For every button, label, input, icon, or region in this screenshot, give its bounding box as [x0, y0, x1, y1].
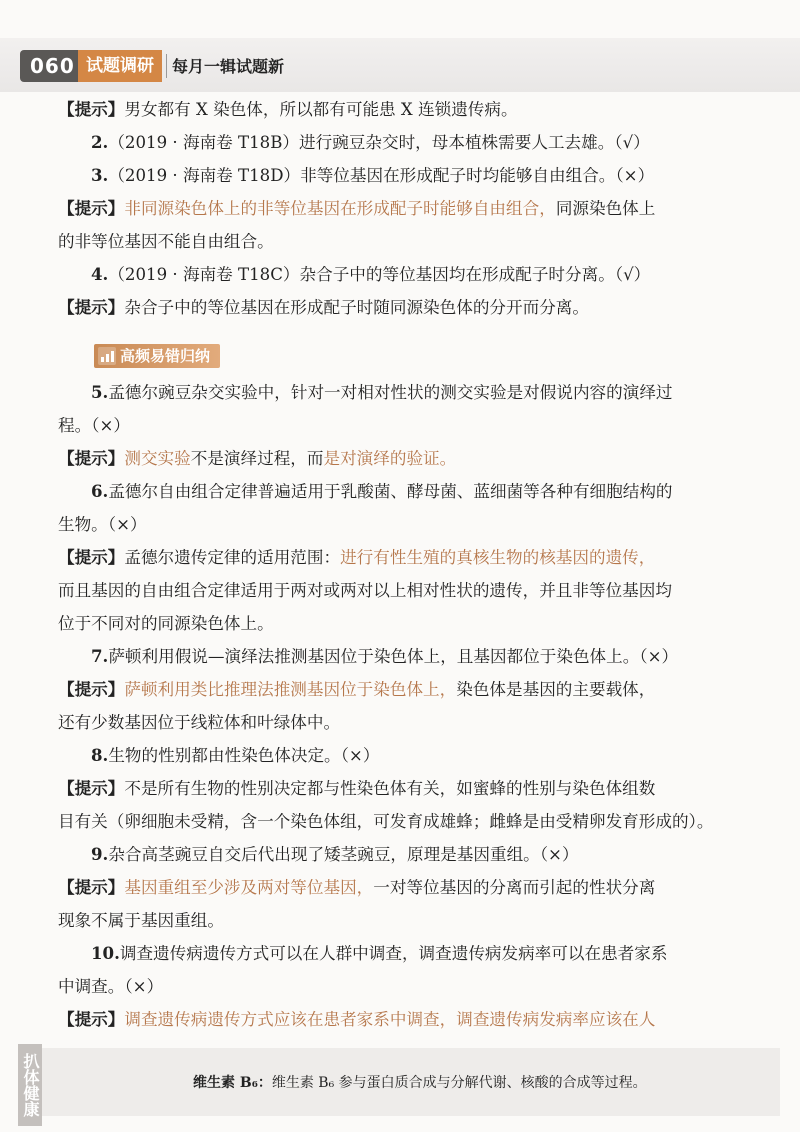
question-number: 5.: [91, 382, 109, 402]
question-number: 10.: [91, 943, 120, 963]
hint-label: 【提示】: [58, 877, 125, 897]
hint-highlight: 基因重组至少涉及两对等位基因，: [124, 878, 374, 897]
hint-highlight: 萨顿利用类比推理法推测基因位于染色体上，: [124, 680, 457, 699]
question-text: （2019 · 海南卷 T18B）进行豌豆杂交时，母本植株需要人工去雄。（√）: [108, 133, 650, 152]
hint-line-cont: 而且基因的自由组合定律适用于两对或两对以上相对性状的遗传，并且非等位基因均: [58, 581, 672, 600]
question-text: 萨顿利用假说—演绎法推测基因位于染色体上，且基因都位于染色体上。（×）: [108, 647, 679, 666]
hint-text: 杂合子中的等位基因在形成配子时随同源染色体的分开而分离。: [124, 298, 589, 317]
hint-label: 【提示】: [58, 547, 125, 567]
hint-text: 不是演绎过程，而: [190, 449, 324, 468]
page-number: 060: [30, 54, 75, 78]
hint-label: 【提示】: [58, 778, 125, 798]
hint-line: [58, 673, 748, 706]
hint-line: [58, 192, 748, 225]
hint-text: 一对等位基因的分离而引起的性状分离: [373, 878, 656, 897]
question-9: [58, 838, 748, 871]
header-divider: [166, 54, 167, 78]
question-4: [58, 258, 748, 291]
hint-text: 男女都有 X 染色体，所以都有可能患 X 连锁遗传病。: [124, 100, 518, 119]
question-number: 4.: [91, 264, 109, 284]
chart-trend-icon: [98, 347, 116, 365]
question-2: [58, 126, 748, 159]
section-heading: [94, 344, 220, 368]
question-text: （2019 · 海南卷 T18D）非等位基因在形成配子时均能够自由组合。（×）: [108, 166, 655, 185]
hint-line-cont: 现象不属于基因重组。: [58, 911, 224, 930]
question-number: 7.: [91, 646, 109, 666]
question-7: [58, 640, 748, 673]
hint-line: [58, 541, 748, 574]
hint-label: 【提示】: [58, 679, 125, 699]
question-cont: 程。（×）: [58, 416, 130, 435]
question-text: 生物的性别都由性染色体决定。（×）: [108, 746, 380, 765]
question-6: [58, 475, 748, 508]
hint-line: [58, 772, 748, 805]
main-content: [58, 93, 748, 1036]
question-number: 6.: [91, 481, 109, 501]
question-cont: 中调查。（×）: [58, 977, 164, 996]
hint-text: 同源染色体上: [555, 199, 656, 218]
page-number-tab: [20, 50, 83, 82]
question-3: [58, 159, 748, 192]
hint-line-cont: 目有关（卵细胞未受精，含一个染色体组，可发育成雄蜂；雌蜂是由受精卵发育形成的）。: [58, 812, 714, 831]
hint-line: [58, 1003, 748, 1036]
hint-highlight: 是对演绎的验证。: [323, 449, 457, 468]
hint-highlight: 测交实验: [124, 449, 191, 468]
hint-label: 【提示】: [58, 99, 125, 119]
question-text: 孟德尔豌豆杂交实验中，针对一对相对性状的测交实验是对假说内容的演绎过: [108, 383, 673, 402]
footer-note: [193, 1072, 647, 1092]
hint-text: 孟德尔遗传定律的适用范围：: [124, 548, 341, 567]
hint-line: [58, 442, 748, 475]
question-5: [58, 376, 748, 409]
section-title: 高频易错归纳: [120, 346, 211, 365]
section-badge: 试题调研: [78, 50, 162, 82]
question-10: [58, 937, 748, 970]
hint-line-cont: 的非等位基因不能自由组合。: [58, 232, 274, 251]
hint-line: [58, 871, 748, 904]
hint-label: 【提示】: [58, 1009, 125, 1029]
question-cont: 生物。（×）: [58, 515, 147, 534]
footer-side-label: 扒体健康: [18, 1044, 42, 1126]
hint-text: 染色体是基因的主要载体，: [456, 680, 656, 699]
footer-text: 维生素 B₆ 参与蛋白质合成与分解代谢、核酸的合成等过程。: [271, 1075, 647, 1091]
header-subtitle: 每月一辑试题新: [172, 57, 285, 76]
question-text: 杂合高茎豌豆自交后代出现了矮茎豌豆，原理是基因重组。（×）: [108, 845, 579, 864]
question-number: 9.: [91, 844, 109, 864]
question-text: （2019 · 海南卷 T18C）杂合子中的等位基因均在形成配子时分离。（√）: [108, 265, 651, 284]
hint-label: 【提示】: [58, 448, 125, 468]
question-8: [58, 739, 748, 772]
question-number: 3.: [91, 165, 109, 185]
hint-highlight: 调查遗传病遗传方式应该在患者家系中调查，调查遗传病发病率应该在人: [124, 1010, 656, 1029]
question-number: 2.: [91, 132, 109, 152]
hint-highlight: 非同源染色体上的非等位基因在形成配子时能够自由组合，: [124, 199, 556, 218]
question-number: 8.: [91, 745, 109, 765]
question-text: 孟德尔自由组合定律普遍适用于乳酸菌、酵母菌、蓝细菌等各种有细胞结构的: [108, 482, 673, 501]
hint-text: 不是所有生物的性别决定都与性染色体有关，如蜜蜂的性别与染色体组数: [124, 779, 656, 798]
hint-line-cont: 还有少数基因位于线粒体和叶绿体中。: [58, 713, 341, 732]
hint-label: 【提示】: [58, 198, 125, 218]
question-text: 调查遗传病遗传方式可以在人群中调查，调查遗传病发病率可以在患者家系: [119, 944, 668, 963]
hint-highlight: 进行有性生殖的真核生物的核基因的遗传，: [340, 548, 656, 567]
hint-line: [58, 93, 748, 126]
hint-line: [58, 291, 748, 324]
hint-line-cont: 位于不同对的同源染色体上。: [58, 614, 274, 633]
hint-label: 【提示】: [58, 297, 125, 317]
footer-term: 维生素 B₆：: [193, 1075, 272, 1091]
